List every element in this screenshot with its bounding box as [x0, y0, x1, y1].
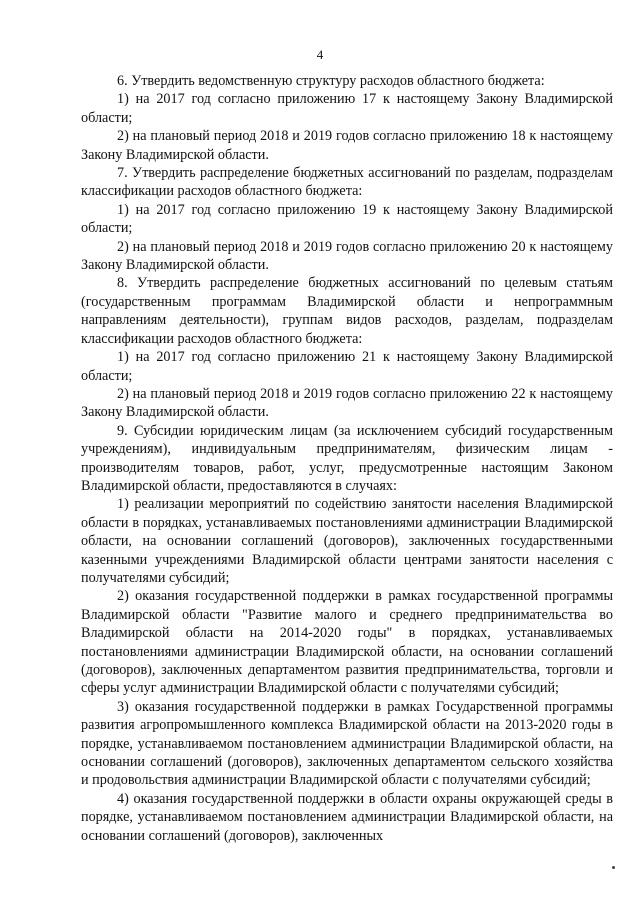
document-body	[81, 72, 613, 845]
page-number: 4	[316, 47, 324, 62]
paragraph-9-heading: 9. Субсидии юридическим лицам (за исключением субсидий государственным учреждениям), индивидуальным предпринимателям, физическим лицам - производителям товаров, работ, услуг, предусмотренные настоящим Законом Владимирской области, предоставляются в случаях:	[81, 422, 613, 494]
paragraph-8-item-1: 1) на 2017 год согласно приложению 21 к настоящему Закону Владимирской области;	[81, 349, 613, 384]
paragraph-8-item-2: 2) на плановый период 2018 и 2019 годов согласно приложению 22 к настоящему Закону Владимирской области.	[81, 385, 613, 421]
scan-speck	[612, 866, 615, 869]
paragraph-9-item-2: 2) оказания государственной поддержки в рамках государственной программы Владимирской области "Развитие малого и среднего предпринимательства во Владимирской области на 2014-2020 годы" в порядках, устанавливаемых постановлениями администрации Владимирской области, на основании соглашений (договоров), заключенных департаментом развития предпринимательства, торговли и сферы услуг администрации Владимирской области с получателями субсидий;	[81, 588, 613, 697]
paragraph-9-item-3: 3) оказания государственной поддержки в рамках Государственной программы развития агропромышленного комплекса Владимирской области на 2013-2020 годы в порядке, устанавливаемом постановлением администрации Владимирской области, на основании соглашений (договоров), заключенных департаментом сельского хозяйства и продовольствия администрации Владимирской области с получателями субсидий;	[81, 698, 613, 789]
paragraph-6-item-2: 2) на плановый период 2018 и 2019 годов согласно приложению 18 к настоящему Закону Владимирской области.	[81, 128, 613, 163]
paragraph-8-heading: 8. Утвердить распределение бюджетных ассигнований по целевым статьям (государственным программам Владимирской области и непрограммным направлениям деятельности), группам видов расходов, разделам, подразделам классификации расходов областного бюджета:	[81, 275, 613, 347]
paragraph-7-heading: 7. Утвердить распределение бюджетных ассигнований по разделам, подразделам классификации расходов областного бюджета:	[81, 165, 613, 200]
paragraph-7-item-1: 1) на 2017 год согласно приложению 19 к настоящему Закону Владимирской области;	[81, 201, 613, 237]
paragraph-9-item-1: 1) реализации мероприятий по содействию занятости населения Владимирской области в порядках, устанавливаемых постановлениями администрации Владимирской области, на основании соглашений (договоров), заключенных государственными казенными учреждениями Владимирской области центрами занятости населения с получателями субсидий;	[81, 496, 613, 586]
paragraph-9-item-4: 4) оказания государственной поддержки в области охраны окружающей среды в порядке, устанавливаемом постановлением администрации Владимирской области, на основании соглашений (договоров), заключенных	[81, 790, 613, 844]
paragraph-7-item-2: 2) на плановый период 2018 и 2019 годов согласно приложению 20 к настоящему Закону Владимирской области.	[81, 238, 613, 274]
paragraph-6-item-1: 1) на 2017 год согласно приложению 17 к настоящему Закону Владимирской области;	[81, 91, 613, 126]
paragraph-6-heading: 6. Утвердить ведомственную структуру расходов областного бюджета:	[117, 73, 545, 89]
